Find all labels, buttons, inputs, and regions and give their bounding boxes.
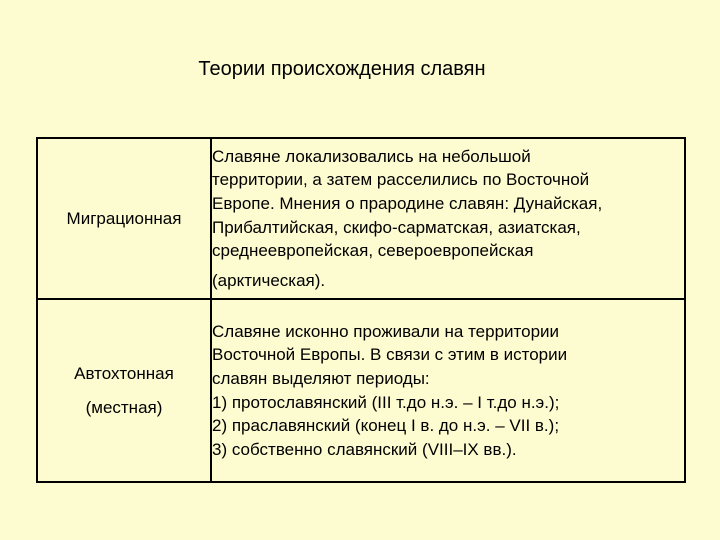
description-line: Восточной Европы. В связи с этим в истории xyxy=(212,345,568,365)
description-line: Славяне локализовались на небольшой xyxy=(212,146,531,166)
theory-name-migration xyxy=(37,138,211,299)
theory-name-line: Автохтонная xyxy=(74,363,174,383)
description-line: 2) праславянский (конец I в. до н.э. – VII в.); xyxy=(212,416,560,436)
description-line: 3) собственно славянский (VIII–IX вв.). xyxy=(212,439,517,459)
description-line: Европе. Мнения о прародине славян: Дунайская, xyxy=(212,193,603,213)
theory-description-autochthon xyxy=(211,299,685,482)
description-line: Славяне исконно проживали на территории xyxy=(212,321,560,341)
description-line: славян выделяют периоды: xyxy=(212,368,430,388)
table-row-autochthon xyxy=(37,299,685,482)
description-line: среднеевропейская, североевропейская xyxy=(212,241,534,261)
description-line: территории, а затем расселились по Восточной xyxy=(212,170,590,190)
theory-description-migration xyxy=(211,138,685,299)
table-row-migration xyxy=(37,138,685,299)
description-line: (арктическая). xyxy=(212,270,326,290)
theory-name-line: Миграционная xyxy=(66,208,182,228)
theory-name-autochthon xyxy=(37,299,211,482)
theories-table xyxy=(36,137,686,483)
slide-title: Теории происхождения славян xyxy=(198,58,486,80)
theory-name-line: (местная) xyxy=(85,397,163,417)
description-line: 1) протославянский (III т.до н.э. – I т.до н.э.); xyxy=(212,392,560,412)
description-line: Прибалтийская, скифо-сарматская, азиатская, xyxy=(212,217,581,237)
